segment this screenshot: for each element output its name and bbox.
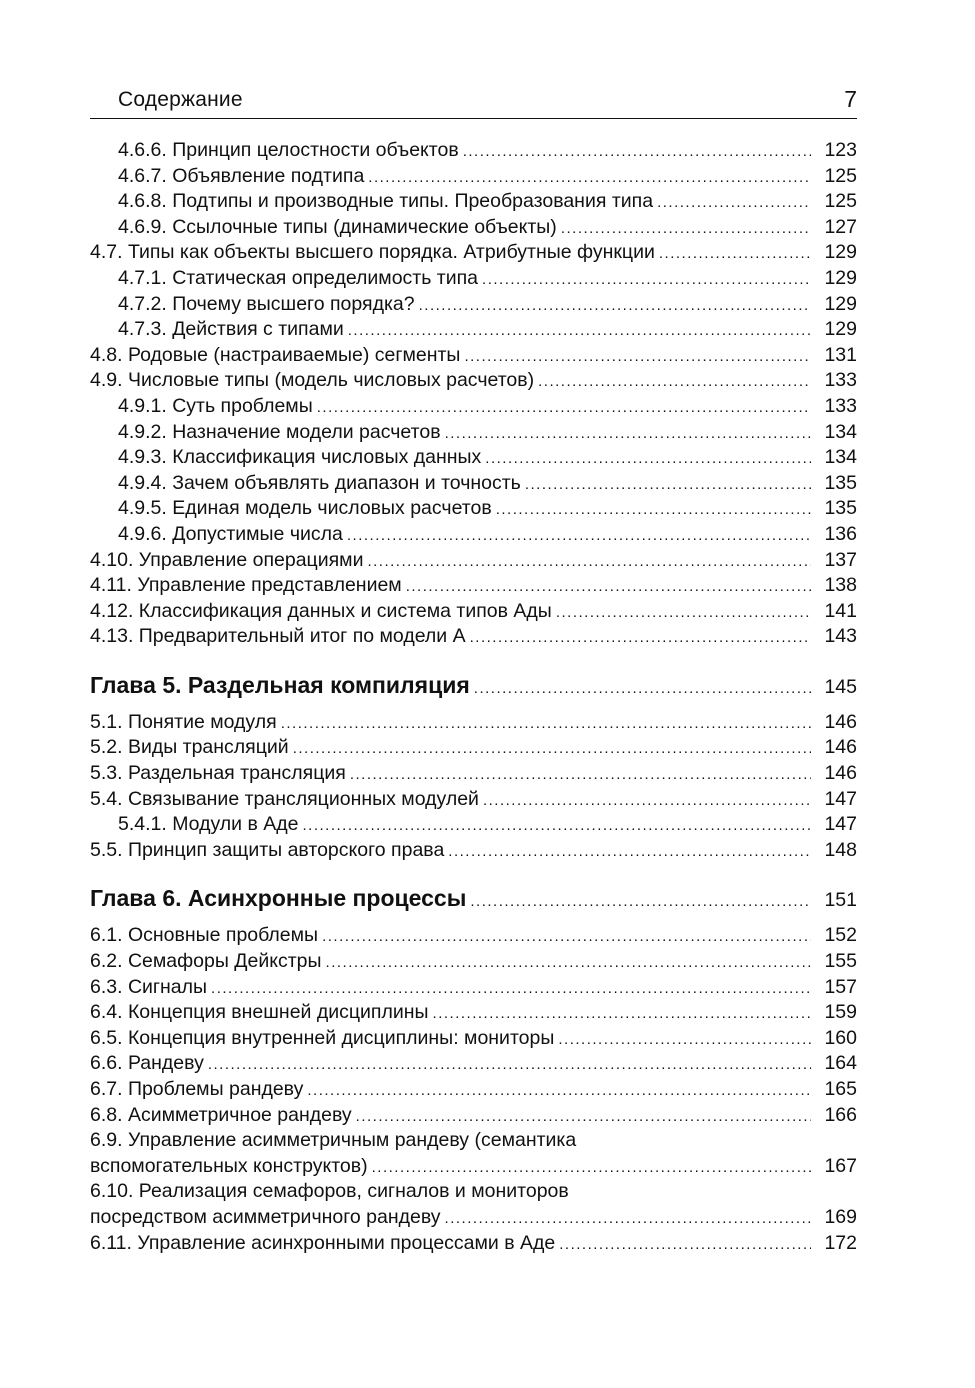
toc-entry-title: 6.1. Основные проблемы: [90, 924, 319, 947]
toc-page-number: 129: [824, 318, 857, 341]
toc-entry: [90, 1000, 857, 1026]
toc-page-number: 127: [824, 215, 857, 238]
toc-entry-title: 6.4. Концепция внешней дисциплины: [90, 1001, 429, 1024]
toc-entry: [90, 812, 857, 838]
dot-leader: [356, 1104, 811, 1130]
toc-entry-title: 6.2. Семафоры Дейкстры: [90, 950, 322, 973]
toc-page-number: 141: [824, 599, 857, 622]
toc-page-number: 165: [824, 1078, 857, 1100]
toc-entry: [90, 445, 857, 471]
toc-entry-first-line: [90, 1128, 857, 1154]
toc-page-number: 166: [824, 1103, 857, 1126]
toc-entry: [90, 368, 857, 394]
toc-entry: [90, 710, 857, 736]
toc-entry-title: 5.1. Понятие модуля: [90, 710, 277, 733]
dot-leader: [538, 369, 811, 395]
dot-leader: [350, 762, 811, 788]
toc-page-number: 151: [824, 889, 857, 912]
toc-entry-title: 4.9.3. Классификация числовых данных: [118, 446, 482, 469]
toc-page-number: 123: [824, 139, 857, 161]
toc-entry: [90, 548, 857, 574]
page-number: 7: [844, 86, 857, 112]
toc-entry-title: 4.7. Типы как объекты высшего порядка. Атрибутные функции: [90, 241, 655, 264]
dot-leader: [433, 1001, 811, 1027]
toc-entry: [90, 240, 857, 266]
toc-page-number: 138: [824, 574, 857, 597]
toc-chapter-title: Глава 6. Асинхронные процессы: [90, 885, 467, 912]
toc-entry-title: 4.13. Предварительный итог по модели А: [90, 625, 466, 648]
toc-page-number: 134: [824, 446, 857, 469]
toc-entry-title: 4.9.5. Единая модель числовых расчетов: [118, 497, 492, 520]
toc-page-number: 125: [824, 190, 857, 213]
toc-page-number: 136: [824, 522, 857, 545]
dot-leader: [445, 421, 811, 447]
toc-entry-title: 4.9.4. Зачем объявлять диапазон и точность: [118, 471, 521, 494]
toc-entry-title: 4.11. Управление представлением: [90, 574, 402, 597]
dot-leader: [347, 523, 811, 549]
running-header-title: Содержание: [118, 88, 243, 111]
toc-entry-title: 5.4.1. Модули в Аде: [118, 813, 299, 836]
dot-leader: [317, 395, 811, 421]
toc-entry: [90, 599, 857, 625]
dot-leader: [482, 267, 811, 293]
toc-entry: [90, 189, 857, 215]
toc-entry-title: 6.3. Сигналы: [90, 975, 208, 998]
dot-leader: [474, 666, 811, 712]
dot-leader: [559, 1232, 811, 1258]
toc-page-number: 167: [824, 1154, 857, 1177]
toc-entry: [90, 138, 857, 164]
dot-leader: [659, 241, 811, 267]
dot-leader: [556, 600, 811, 626]
dot-leader: [406, 574, 811, 600]
toc-page-number: 129: [824, 266, 857, 289]
toc-entry: [90, 1231, 857, 1257]
toc-page-number: 145: [824, 675, 857, 698]
toc-page-number: 155: [824, 950, 857, 973]
dot-leader: [326, 950, 811, 976]
toc-entry-title: 4.9.6. Допустимые числа: [118, 522, 343, 545]
toc-entry: [90, 420, 857, 446]
dot-leader: [483, 788, 811, 814]
dot-leader: [281, 711, 811, 737]
toc-entry: [90, 317, 857, 343]
toc-entry-title: 6.6. Рандеву: [90, 1052, 204, 1075]
toc-entry: [90, 394, 857, 420]
toc-page-number: 169: [824, 1205, 857, 1228]
toc-entry-title: 4.10. Управление операциями: [90, 548, 364, 571]
toc-entry-title: 4.6.7. Объявление подтипа: [118, 164, 365, 187]
toc-entry: [90, 1026, 857, 1052]
dot-leader: [463, 139, 811, 165]
dot-leader: [470, 879, 811, 925]
toc-entry-title: 5.3. Раздельная трансляция: [90, 762, 346, 785]
toc-entry: [90, 1154, 857, 1180]
toc-entry-title: 4.7.2. Почему высшего порядка?: [118, 292, 415, 315]
dot-leader: [307, 1078, 811, 1104]
toc-chapter-title: Глава 5. Раздельная компиляция: [90, 671, 470, 698]
toc-entry: [90, 1077, 857, 1103]
toc-entry: [90, 266, 857, 292]
toc-page-number: 143: [824, 625, 857, 648]
dot-leader: [561, 216, 811, 242]
toc-entry: [90, 215, 857, 241]
toc-entry: [90, 735, 857, 761]
toc-page-number: 129: [824, 292, 857, 315]
dot-leader: [367, 549, 811, 575]
toc-page-number: 133: [824, 394, 857, 417]
toc-page-number: 147: [824, 787, 857, 810]
dot-leader: [496, 497, 811, 523]
dot-leader: [211, 976, 811, 1002]
toc-entry-title: 4.6.6. Принцип целостности объектов: [118, 139, 459, 161]
toc-entry: [90, 624, 857, 650]
dot-leader: [464, 344, 811, 370]
toc-entry-title: 4.8. Родовые (настраиваемые) сегменты: [90, 343, 461, 366]
dot-leader: [302, 813, 811, 839]
toc-entry-title: посредством асимметричного рандеву: [90, 1205, 441, 1228]
toc-page-number: 129: [824, 241, 857, 264]
toc-entry-title: 6.9. Управление асимметричным рандеву (семантика: [90, 1129, 577, 1152]
dot-leader: [445, 1206, 811, 1232]
toc-entry: [90, 787, 857, 813]
toc-entry-title: 4.7.1. Статическая определимость типа: [118, 266, 479, 289]
dot-leader: [348, 318, 811, 344]
toc-entry-title: 5.5. Принцип защиты авторского права: [90, 838, 445, 861]
toc-page-number: 134: [824, 420, 857, 443]
toc-entry: [90, 975, 857, 1001]
dot-leader: [470, 625, 811, 651]
toc-entry: [90, 1051, 857, 1077]
toc-entry: [90, 471, 857, 497]
toc-entry-title: 6.8. Асимметричное рандеву: [90, 1103, 352, 1126]
toc-entry-title: 4.9.2. Назначение модели расчетов: [118, 420, 441, 443]
toc-page-number: 133: [824, 369, 857, 392]
page-header: [90, 84, 857, 119]
toc-entry: [90, 164, 857, 190]
toc-entry-title: 4.6.9. Ссылочные типы (динамические объекты): [118, 215, 557, 238]
dot-leader: [558, 1027, 811, 1053]
toc-page-number: 147: [824, 813, 857, 836]
toc-page-number: 159: [824, 1001, 857, 1024]
toc-page-number: 172: [824, 1231, 857, 1254]
dot-leader: [419, 293, 811, 319]
dot-leader: [525, 472, 811, 498]
toc-entry-title: 4.12. Классификация данных и система типов Ады: [90, 599, 552, 622]
dot-leader: [322, 924, 811, 950]
toc-entry: [90, 573, 857, 599]
toc-entry-first-line: [90, 1179, 857, 1205]
toc-entry: [90, 1205, 857, 1231]
toc-page-number: 164: [824, 1052, 857, 1075]
toc-page-number: 125: [824, 164, 857, 187]
toc-entry-title: 4.7.3. Действия с типами: [118, 318, 344, 341]
table-of-contents: [90, 138, 857, 1256]
toc-entry-title: вспомогательных конструктов): [90, 1154, 368, 1177]
toc-entry-title: 6.11. Управление асинхронными процессами в Аде: [90, 1231, 556, 1254]
toc-page-number: 146: [824, 762, 857, 785]
toc-page-number: 160: [824, 1026, 857, 1049]
toc-entry-title: 5.4. Связывание трансляционных модулей: [90, 787, 479, 810]
toc-entry-title: 5.2. Виды трансляций: [90, 736, 289, 759]
dot-leader: [372, 1155, 811, 1181]
toc-entry: [90, 343, 857, 369]
toc-page-number: 131: [824, 343, 857, 366]
toc-entry-title: 6.7. Проблемы рандеву: [90, 1078, 304, 1100]
toc-page-number: 146: [824, 710, 857, 733]
toc-entry-title: 6.10. Реализация семафоров, сигналов и мониторов: [90, 1180, 569, 1203]
toc-page-number: 135: [824, 471, 857, 494]
toc-entry-title: 4.6.8. Подтипы и производные типы. Преобразования типа: [118, 190, 654, 213]
dot-leader: [208, 1052, 811, 1078]
toc-entry: [90, 949, 857, 975]
toc-entry: [90, 522, 857, 548]
dot-leader: [448, 839, 811, 865]
toc-entry-title: 6.5. Концепция внутренней дисциплины: мониторы: [90, 1026, 555, 1049]
toc-entry: [90, 496, 857, 522]
toc-page-number: 137: [824, 548, 857, 571]
toc-page-number: 152: [824, 924, 857, 947]
toc-chapter-entry: [90, 662, 857, 708]
toc-entry: [90, 1103, 857, 1129]
toc-page-number: 157: [824, 975, 857, 998]
toc-entry-title: 4.9. Числовые типы (модель числовых расчетов): [90, 369, 535, 392]
toc-page-number: 135: [824, 497, 857, 520]
dot-leader: [657, 190, 811, 216]
dot-leader: [485, 446, 811, 472]
toc-entry-title: 4.9.1. Суть проблемы: [118, 394, 313, 417]
toc-entry: [90, 292, 857, 318]
toc-entry: [90, 923, 857, 949]
dot-leader: [368, 165, 811, 191]
dot-leader: [293, 736, 811, 762]
toc-chapter-entry: [90, 875, 857, 921]
toc-entry: [90, 838, 857, 864]
toc-page-number: 148: [824, 838, 857, 861]
toc-page-number: 146: [824, 736, 857, 759]
toc-entry: [90, 761, 857, 787]
